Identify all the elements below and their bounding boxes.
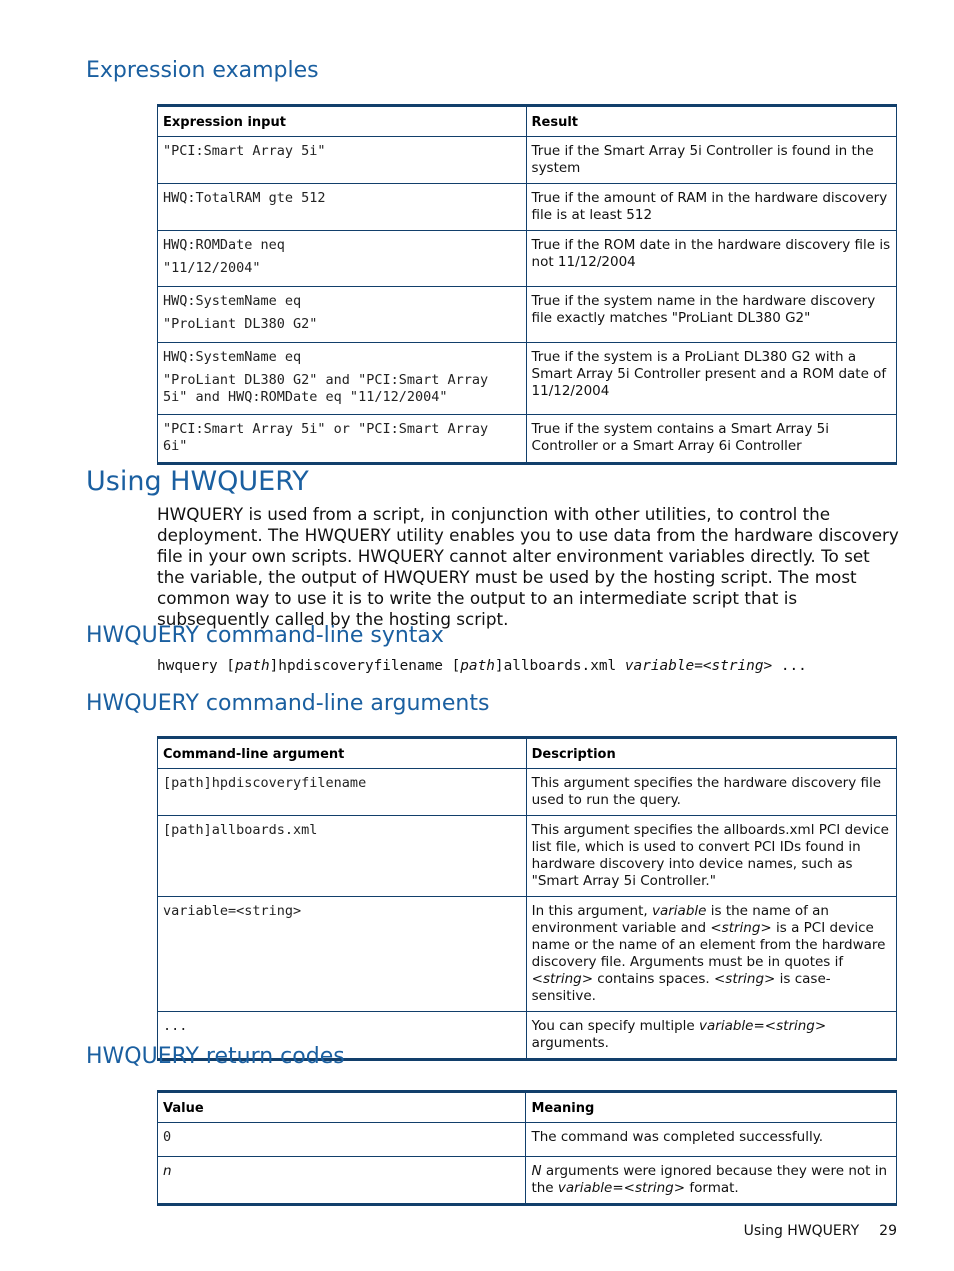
table-row [158, 184, 897, 231]
meaning-cell: N arguments were ignored because they were not in the variable=<string> format. [526, 1157, 897, 1205]
section-heading-return-codes: HWQUERY return codes [86, 1044, 345, 1069]
column-header: Expression input [158, 106, 527, 137]
table-header-row [158, 738, 897, 769]
result-cell: True if the ROM date in the hardware discovery file is not 11/12/2004 [526, 231, 896, 287]
column-header: Command-line argument [158, 738, 527, 769]
argument-cell: [path]hpdiscoveryfilename [158, 769, 527, 816]
result-cell: True if the amount of RAM in the hardware discovery file is at least 512 [526, 184, 896, 231]
table-row [158, 897, 897, 1012]
table-row [158, 1123, 897, 1157]
syntax-line: hwquery [path]hpdiscoveryfilename [path]allboards.xml variable=<string> ... [157, 658, 807, 674]
table-row [158, 137, 897, 184]
description-cell: This argument specifies the allboards.xml PCI device list file, which is used to convert PCI IDs found in hardware discovery into device names, such as "Smart Array 5i Controller." [526, 816, 896, 897]
expression-input-cell: "PCI:Smart Array 5i" [158, 137, 527, 184]
result-cell: True if the system is a ProLiant DL380 G2 with a Smart Array 5i Controller present and a ROM date of 11/12/2004 [526, 343, 896, 415]
table-row [158, 415, 897, 464]
table-header-row [158, 1092, 897, 1123]
section-heading-syntax: HWQUERY command-line syntax [86, 623, 444, 648]
expression-input-cell: HWQ:SystemName eq "ProLiant DL380 G2" and "PCI:Smart Array 5i" and HWQ:ROMDate eq "11/12/2004" [158, 343, 527, 415]
column-header: Result [526, 106, 896, 137]
description-cell: This argument specifies the hardware discovery file used to run the query. [526, 769, 896, 816]
description-cell: In this argument, variable is the name of an environment variable and <string> is a PCI device name or the name of an element from the hardware discovery file. Arguments must be in quotes if <string> contains spaces. <string> is case-sensitive. [526, 897, 896, 1012]
argument-cell: variable=<string> [158, 897, 527, 1012]
section-heading-using-hwquery: Using HWQUERY [86, 466, 309, 497]
using-hwquery-paragraph: HWQUERY is used from a script, in conjunction with other utilities, to control the deployment. The HWQUERY utility enables you to use data from the hardware discovery file in your own scripts. HWQUERY cannot alter environment variables directly. To set the variable, the output of HWQUERY must be used by the hosting script. The most common way to use it is to write the output to an intermediate script that is subsequently called by the hosting script. [157, 504, 899, 629]
page-number: 29 [879, 1223, 897, 1239]
page-footer [744, 1223, 897, 1239]
arguments-table [157, 736, 897, 1061]
value-cell: 0 [158, 1123, 526, 1157]
table-row [158, 1157, 897, 1205]
description-cell: You can specify multiple variable=<string> arguments. [526, 1012, 896, 1060]
table-row [158, 816, 897, 897]
expression-examples-table [157, 104, 897, 465]
table-header-row [158, 106, 897, 137]
table-row [158, 287, 897, 343]
argument-cell: [path]allboards.xml [158, 816, 527, 897]
value-cell: n [158, 1157, 526, 1205]
expression-input-cell: HWQ:SystemName eq "ProLiant DL380 G2" [158, 287, 527, 343]
table-row [158, 231, 897, 287]
footer-title: Using HWQUERY [743, 1223, 860, 1239]
result-cell: True if the Smart Array 5i Controller is found in the system [526, 137, 896, 184]
result-cell: True if the system contains a Smart Array 5i Controller or a Smart Array 6i Controller [526, 415, 896, 464]
table-row [158, 343, 897, 415]
result-cell: True if the system name in the hardware discovery file exactly matches "ProLiant DL380 G2" [526, 287, 896, 343]
argument-cell: ... [158, 1012, 527, 1060]
expression-input-cell: HWQ:ROMDate neq "11/12/2004" [158, 231, 527, 287]
return-codes-table [157, 1090, 897, 1206]
meaning-cell: The command was completed successfully. [526, 1123, 897, 1157]
column-header: Value [158, 1092, 526, 1123]
column-header: Description [526, 738, 896, 769]
expression-input-cell: "PCI:Smart Array 5i" or "PCI:Smart Array 6i" [158, 415, 527, 464]
table-row [158, 769, 897, 816]
section-heading-arguments: HWQUERY command-line arguments [86, 691, 490, 716]
section-heading-expression-examples: Expression examples [86, 58, 319, 83]
expression-input-cell: HWQ:TotalRAM gte 512 [158, 184, 527, 231]
column-header: Meaning [526, 1092, 897, 1123]
